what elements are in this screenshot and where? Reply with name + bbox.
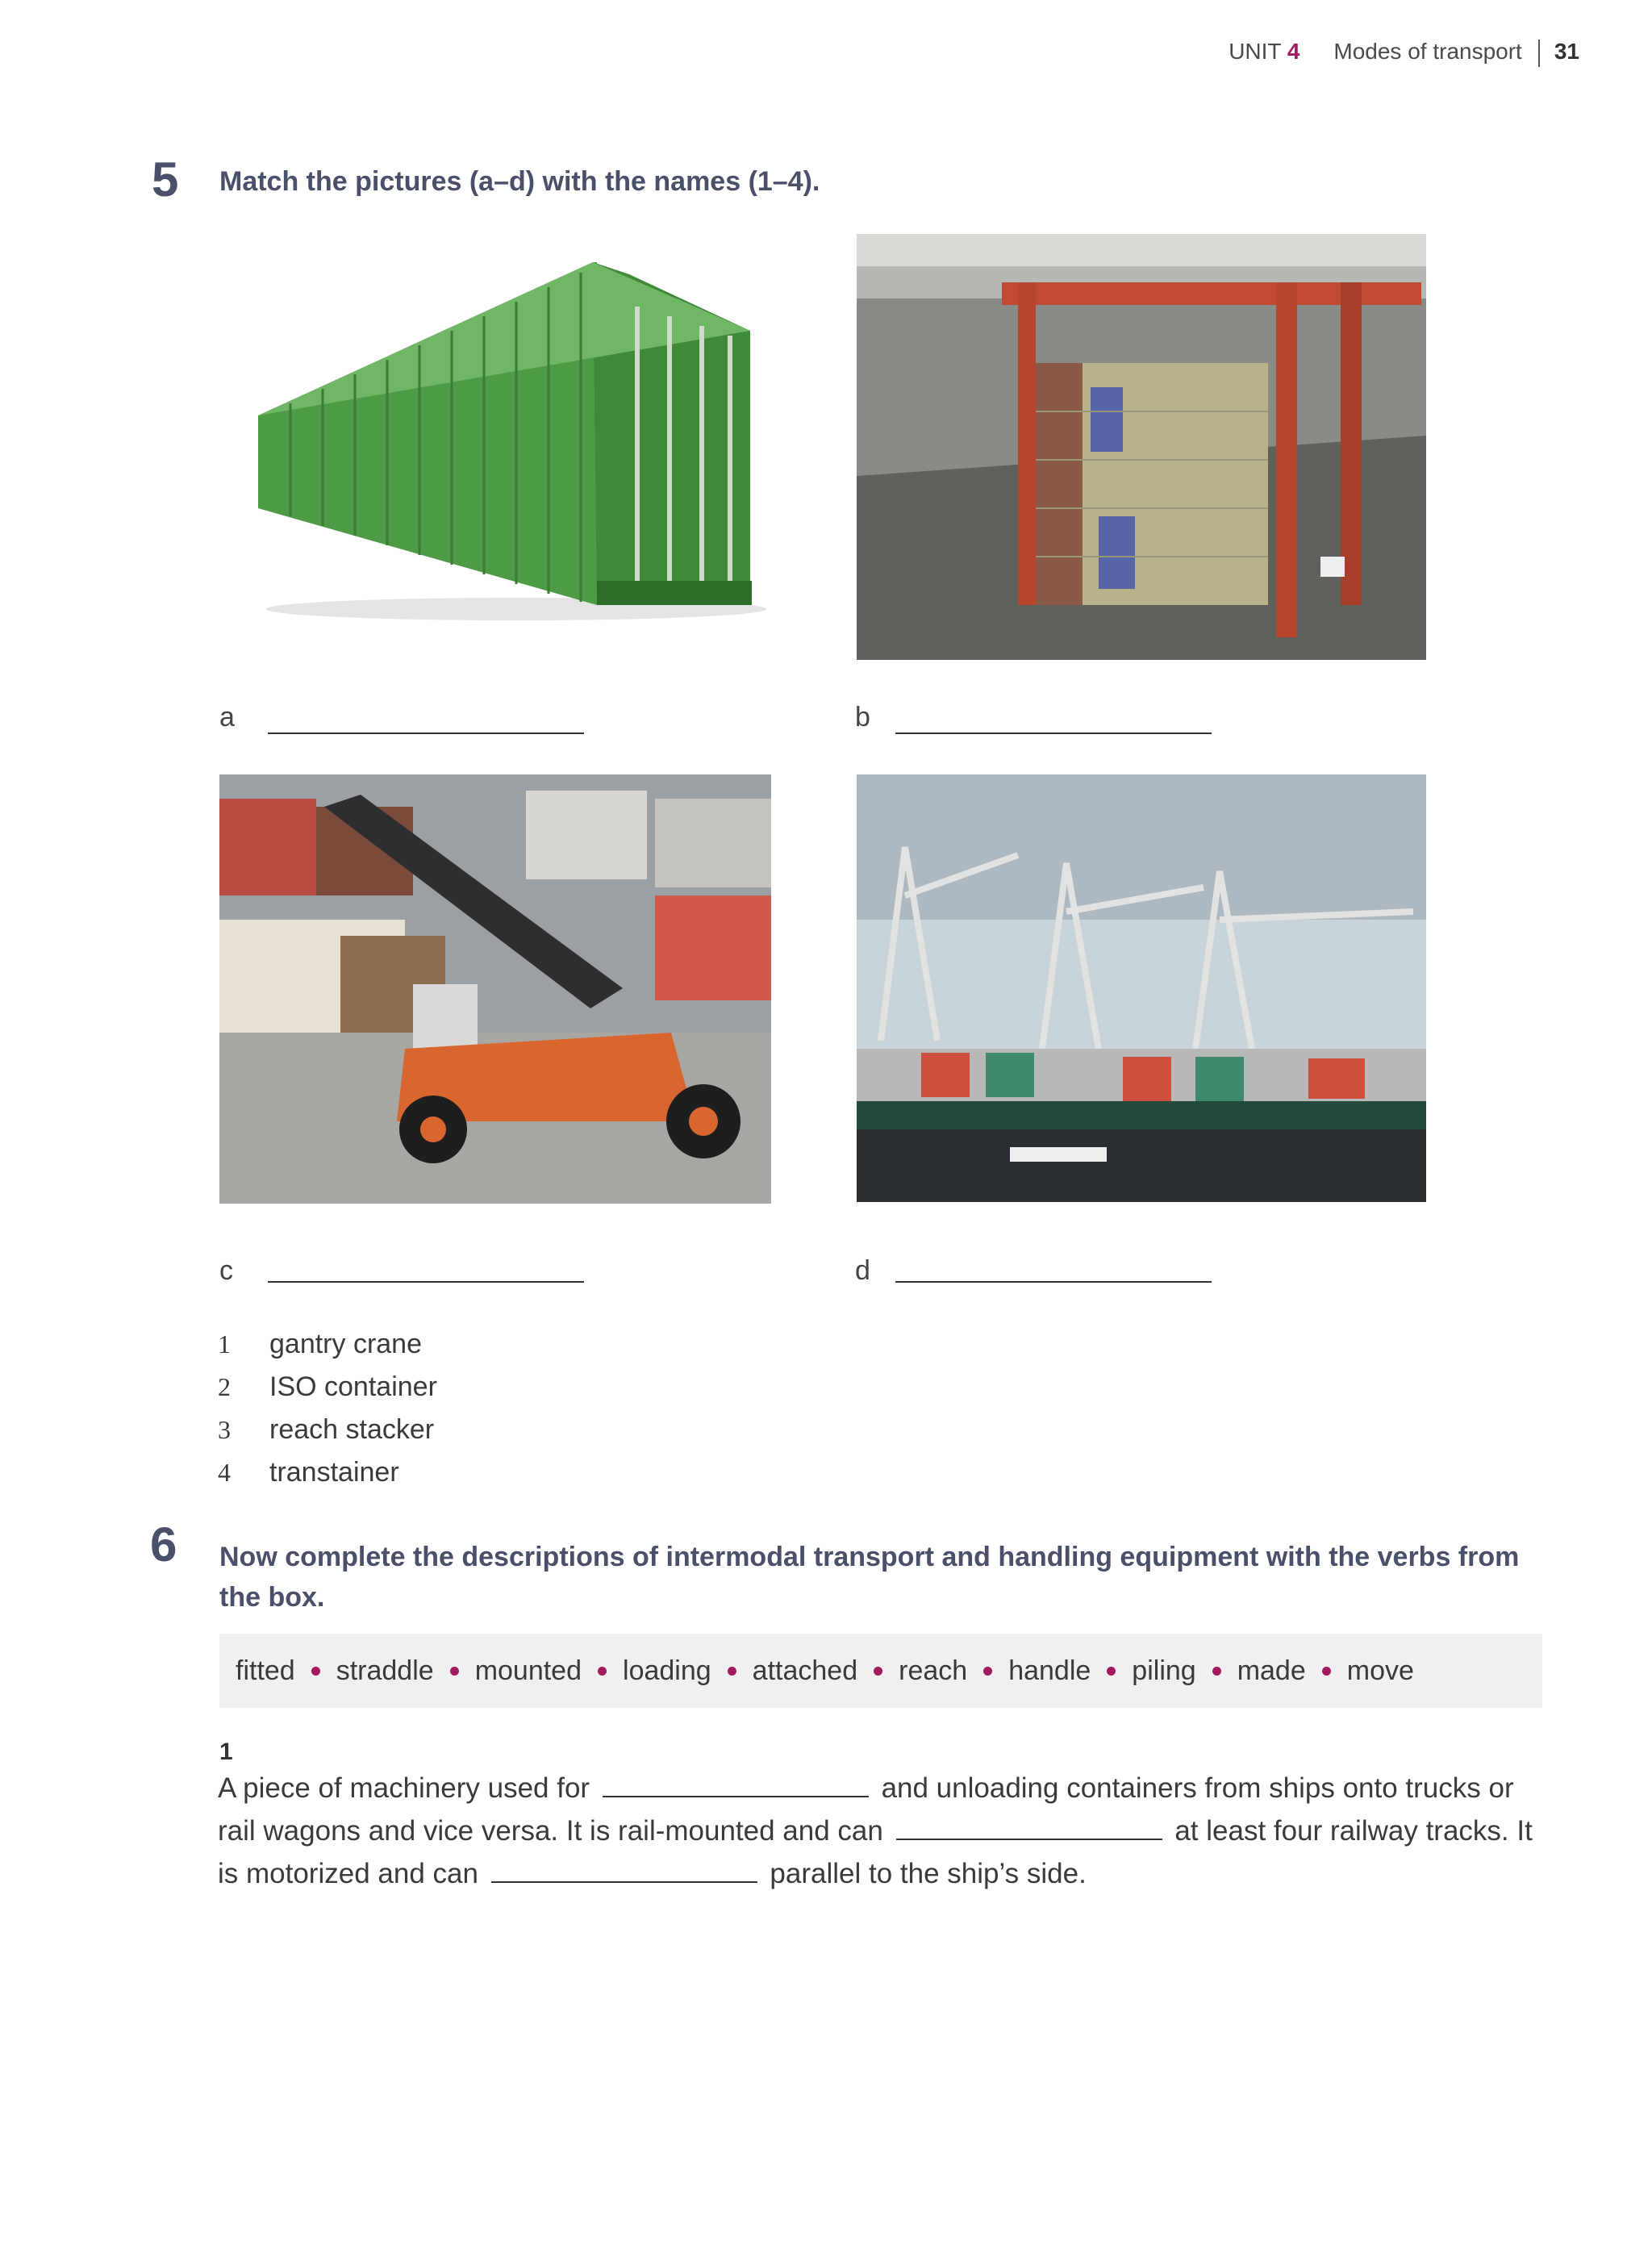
text-segment: at least four railway tracks. It is motorized and can [218, 1815, 1533, 1889]
bullet-icon [1322, 1667, 1331, 1676]
verb-item: made [1237, 1655, 1306, 1686]
answer-letter-c: c [219, 1255, 233, 1286]
bullet-icon [1107, 1667, 1116, 1676]
verb-item: handle [1008, 1655, 1091, 1686]
bullet-icon [598, 1667, 607, 1676]
verb-item: loading [623, 1655, 711, 1686]
answer-line-d[interactable] [895, 1281, 1212, 1283]
answer-letter-d: d [855, 1255, 870, 1286]
item-number: 1 [218, 1329, 231, 1359]
verb-item: move [1346, 1655, 1414, 1686]
exercise-6-instruction: Now complete the descriptions of intermodal transport and handling equipment with the verbs from the box. [219, 1542, 1520, 1613]
bullet-icon [983, 1667, 992, 1676]
verb-item: reach [899, 1655, 968, 1686]
exercise-6-number: 6 [150, 1517, 177, 1572]
blank-2[interactable] [896, 1809, 1162, 1840]
bullet-icon [311, 1667, 320, 1676]
answer-letter-b: b [855, 702, 870, 733]
bullet-icon [450, 1667, 459, 1676]
unit-label: UNIT [1229, 39, 1282, 64]
exercise-5-instruction: Match the pictures (a–d) with the names (1–4). [219, 166, 820, 197]
page-number: 31 [1554, 39, 1579, 64]
item-number: 4 [218, 1458, 231, 1487]
description-number: 1 [219, 1739, 233, 1765]
list-item [218, 1323, 437, 1366]
text-segment: A piece of machinery used for [218, 1772, 590, 1804]
picture-a-iso-container [242, 242, 774, 629]
list-item [218, 1409, 437, 1451]
verb-box [219, 1634, 1542, 1708]
verb-item: mounted [474, 1655, 582, 1686]
item-text: gantry crane [269, 1329, 422, 1359]
blank-3[interactable] [491, 1852, 757, 1883]
item-number: 3 [218, 1415, 231, 1444]
list-item [218, 1451, 437, 1494]
header-divider [1538, 40, 1540, 67]
picture-c-reach-stacker [219, 774, 771, 1204]
answer-line-b[interactable] [895, 733, 1212, 734]
verb-item: piling [1132, 1655, 1196, 1686]
picture-b-transtainer [857, 234, 1426, 660]
picture-d-gantry-crane [857, 774, 1426, 1202]
item-text: reach stacker [269, 1414, 435, 1445]
bullet-icon [1212, 1667, 1221, 1676]
bullet-icon [874, 1667, 882, 1676]
item-text: transtainer [269, 1457, 399, 1488]
unit-number: 4 [1287, 39, 1300, 64]
list-item [218, 1366, 437, 1409]
bullet-icon [728, 1667, 736, 1676]
verb-item: straddle [336, 1655, 434, 1686]
verb-item: fitted [236, 1655, 295, 1686]
item-number: 2 [218, 1372, 231, 1401]
description-text [218, 1767, 1549, 1895]
text-segment: and unloading containers from ships onto trucks or rail wagons and vice versa. It is rail-mounted and can [218, 1772, 1514, 1847]
text-segment: parallel to the ship’s side. [770, 1858, 1087, 1889]
answer-letter-a: a [219, 702, 235, 733]
item-text: ISO container [269, 1371, 437, 1402]
unit-title: Modes of transport [1333, 39, 1522, 64]
blank-1[interactable] [603, 1767, 869, 1797]
running-header [1229, 39, 1579, 67]
answer-line-c[interactable] [268, 1281, 584, 1283]
names-list [218, 1323, 437, 1494]
exercise-5-number: 5 [152, 152, 179, 207]
answer-line-a[interactable] [268, 733, 584, 734]
verb-item: attached [752, 1655, 858, 1686]
